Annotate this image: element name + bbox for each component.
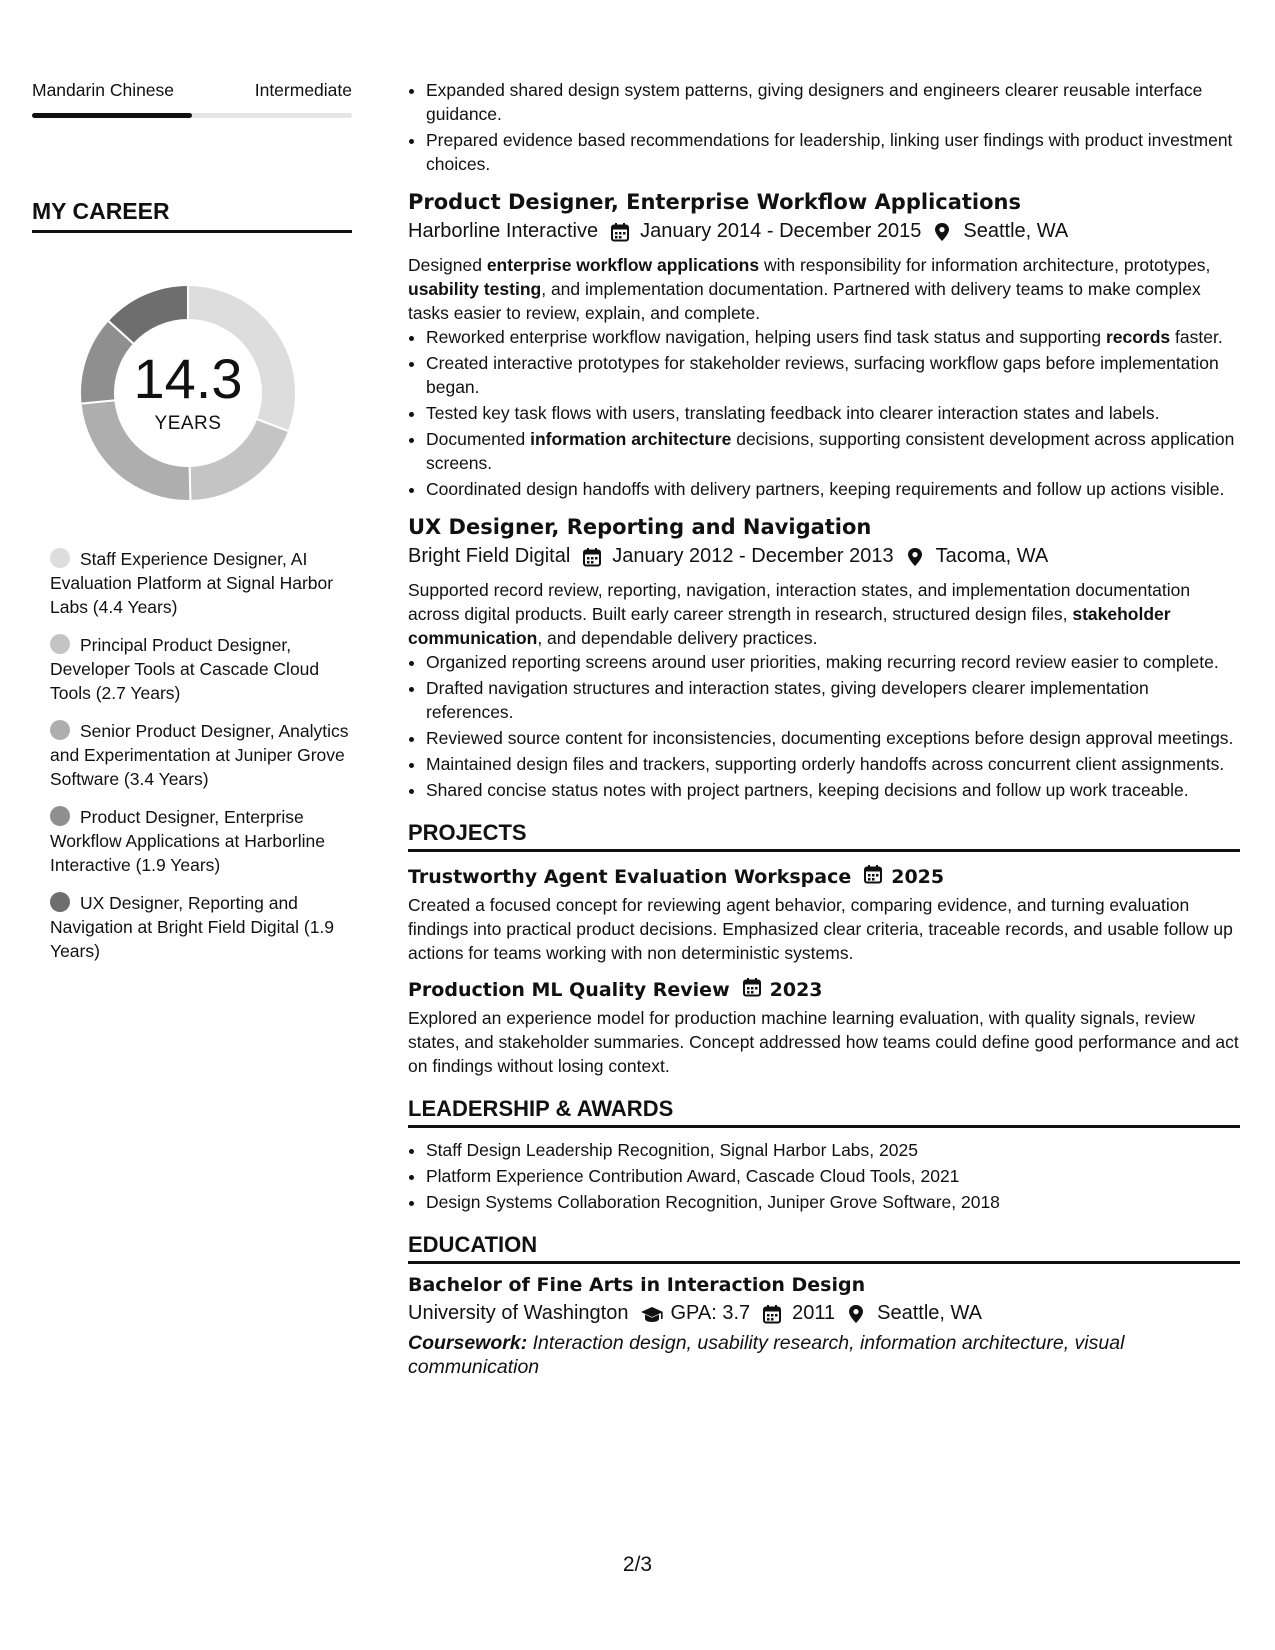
legend-dot [50,806,70,826]
degree-title: Bachelor of Fine Arts in Interaction Design [408,1274,866,1296]
school-location: Seattle, WA [877,1302,983,1324]
previous-job-bullets [408,78,1240,176]
calendar-icon [610,222,632,242]
award-item: • Staff Design Leadership Recognition, Signal Harbor Labs, 2025 [426,1138,1240,1162]
legend-dot [50,548,70,568]
bullet-item: • Created interactive prototypes for stakeholder reviews, surfacing workflow gaps before implementation began. [426,351,1240,399]
bullet-item: • Coordinated design handoffs with delivery partners, keeping requirements and follow up actions visible. [426,477,1240,501]
career-legend-item [50,719,352,791]
legend-dot [50,634,70,654]
legend-dot [50,720,70,740]
main-content [408,78,1240,1379]
project-title-row [408,864,1240,889]
legend-dot [50,892,70,912]
total-years-unit: YEARS [154,413,222,434]
experience-list [408,190,1240,802]
coursework-text: Interaction design, usability research, information architecture, visual communication [408,1332,1125,1378]
project-title: Production ML Quality Review [408,978,730,1001]
company-name: Bright Field Digital [408,545,571,567]
coursework [408,1331,1240,1379]
bullet-item: • Shared concise status notes with project partners, keeping decisions and follow up work traceable. [426,778,1240,802]
job-title: Product Designer, Enterprise Workflow Applications [408,190,1021,214]
map-pin-icon [933,222,955,242]
bullet-item: • Prepared evidence based recommendations for leadership, linking user findings with product investment choices. [426,128,1240,176]
job-location: Seattle, WA [963,220,1069,242]
awards-heading: LEADERSHIP & AWARDS [408,1096,1240,1128]
job-description: Supported record review, reporting, navigation, interaction states, and implementation documentation across digital products. Built early career strength in research, structured design files, stakeholder communication, and dependable delivery practices. [408,580,1191,648]
map-pin-icon [906,547,928,567]
gpa: GPA: 3.7 [670,1302,751,1324]
language-proficiency-fill [32,113,192,118]
company-name: Harborline Interactive [408,220,599,242]
award-item: • Design Systems Collaboration Recognition, Juniper Grove Software, 2018 [426,1190,1240,1214]
graduation-year: 2011 [792,1302,836,1324]
coursework-label: Coursework: [408,1332,528,1354]
project-year: 2023 [769,978,823,1001]
language-proficiency-bar [32,113,352,118]
project-description: Created a focused concept for reviewing agent behavior, comparing evidence, and turning evaluation findings into practical product decisions. Emphasized clear criteria, traceable records, and usable follow up actions for teams working with non deterministic systems. [408,895,1233,963]
total-years-value: 14.3 [133,347,243,410]
calendar-icon [762,1304,784,1324]
project-description: Explored an experience model for production machine learning evaluation, with quality signals, review states, and stakeholder summaries. Concept addressed how teams could define good performance and act on findings without losing context. [408,1008,1239,1076]
education-heading: EDUCATION [408,1232,1240,1264]
sidebar [32,80,352,977]
legend-label: Principal Product Designer, Developer Tools at Cascade Cloud Tools (2.7 Years) [50,635,320,703]
language-row [32,80,352,101]
career-heading: MY CAREER [32,198,352,233]
job-dates: January 2014 - December 2015 [640,220,922,242]
calendar-icon [863,864,883,889]
donut-center [68,273,308,513]
projects-heading: PROJECTS [408,820,1240,852]
job-meta [408,545,1240,568]
project-title: Trustworthy Agent Evaluation Workspace [408,865,852,888]
career-legend-item [50,805,352,877]
language-name: Mandarin Chinese [32,80,175,100]
legend-label: UX Designer, Reporting and Navigation at Bright Field Digital (1.9 Years) [50,893,335,961]
legend-label: Staff Experience Designer, AI Evaluation Platform at Signal Harbor Labs (4.4 Years) [50,549,334,617]
career-legend [32,547,352,963]
page-number: 2/3 [622,1553,653,1576]
education-meta [408,1302,1240,1325]
awards-list [408,1138,1240,1214]
projects-list [408,864,1240,1078]
career-legend-item [50,891,352,963]
calendar-icon [582,547,604,567]
award-item: • Platform Experience Contribution Award, Cascade Cloud Tools, 2021 [426,1164,1240,1188]
project-title-row [408,977,1240,1002]
career-legend-item [50,633,352,705]
job-dates: January 2012 - December 2013 [612,545,894,567]
career-donut-chart [68,273,308,513]
project-year: 2025 [891,865,945,888]
job-description: Designed enterprise workflow applications with responsibility for information architecture, prototypes, usability testing, and implementation documentation. Partnered with delivery teams to make complex tasks easier to review, explain, and complete. [408,255,1211,323]
bullet-item: • Reviewed source content for inconsistencies, documenting exceptions before design approval meetings. [426,726,1240,750]
language-level: Intermediate [254,80,352,100]
job-location: Tacoma, WA [935,545,1049,567]
bullet-item: • Tested key task flows with users, translating feedback into clearer interaction states and labels. [426,401,1240,425]
bullet-item: • Maintained design files and trackers, supporting orderly handoffs across concurrent client assignments. [426,752,1240,776]
school-name: University of Washington [408,1302,629,1324]
career-legend-item [50,547,352,619]
bullet-item: • Organized reporting screens around user priorities, making recurring record review easier to complete. [426,650,1240,674]
job-title: UX Designer, Reporting and Navigation [408,515,872,539]
legend-label: Product Designer, Enterprise Workflow Applications at Harborline Interactive (1.9 Years) [50,807,325,875]
legend-label: Senior Product Designer, Analytics and Experimentation at Juniper Grove Software (3.4 Years) [50,721,349,789]
bullet-item: • Drafted navigation structures and interaction states, giving developers clearer implementation references. [426,676,1240,724]
graduation-cap-icon [640,1304,662,1324]
map-pin-icon [847,1304,869,1324]
bullet-item: • Expanded shared design system patterns, giving designers and engineers clearer reusable interface guidance. [426,78,1240,126]
job-bullets [408,650,1240,802]
calendar-icon [742,977,762,1002]
bullet-item: • Reworked enterprise workflow navigation, helping users find task status and supporting records faster. [426,325,1240,349]
job-bullets [408,325,1240,501]
job-meta [408,220,1240,243]
bullet-item: • Documented information architecture decisions, supporting consistent development across application screens. [426,427,1240,475]
